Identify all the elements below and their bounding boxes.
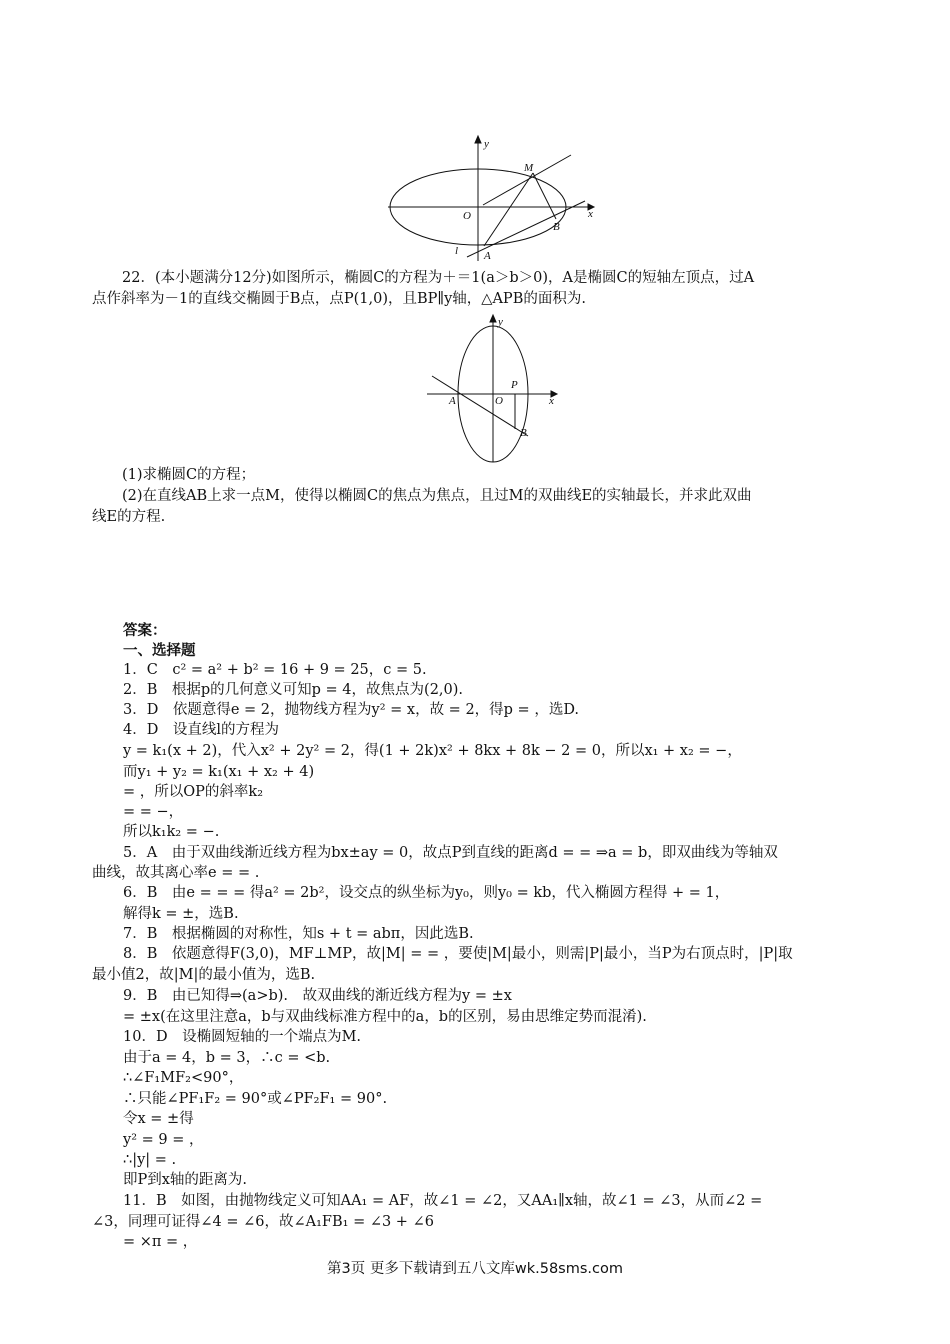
segment-mb	[533, 173, 556, 219]
answer-line: 解得k = ±，选B.	[123, 906, 239, 922]
answer-line: 5．A 由于双曲线渐近线方程为bx±ay = 0，故点P到直线的距离d = = ⇒a = b，即双曲线为等轴双	[123, 845, 778, 861]
figure-ellipse-line	[385, 133, 600, 265]
answer-line: ∴只能∠PF₁F₂ = 90°或∠PF₂F₁ = 90°.	[123, 1091, 388, 1107]
label-a: A	[484, 250, 491, 262]
answer-line: ∴∠F₁MF₂<90°，	[123, 1070, 244, 1086]
question-2-line2: 线E的方程.	[92, 509, 166, 525]
label-o: O	[495, 395, 503, 407]
label-y: y	[498, 316, 503, 328]
y-axis-arrow	[475, 136, 481, 143]
label-b: B	[520, 427, 527, 439]
answer-line: 而y₁ + y₂ = k₁(x₁ + x₂ + 4)	[123, 764, 315, 780]
answer-line: 即P到x轴的距离为.	[123, 1172, 248, 1188]
label-a: A	[449, 395, 456, 407]
problem-22-line1: 22．(本小题满分12分)如图所示，椭圆C的方程为＋＝1(a＞b＞0)，A是椭圆C的短轴左顶点，过A	[122, 270, 755, 286]
answer-line: 9．B 由已知得⇒(a>b). 故双曲线的渐近线方程为y = ±x	[123, 988, 512, 1004]
problem-22-line2: 点作斜率为－1的直线交椭圆于B点，点P(1,0)，且BP∥y轴，△APB的面积为.	[92, 291, 586, 307]
answer-line: y = k₁(x + 2)，代入x² + 2y² = 2，得(1 + 2k)x² + 8kx + 8k − 2 = 0，所以x₁ + x₂ = −，	[123, 743, 742, 759]
answer-line: 曲线，故其离心率e = = .	[92, 865, 260, 881]
answer-line: = ×π = ，	[123, 1234, 198, 1250]
segment-ma	[484, 173, 533, 246]
label-p: P	[511, 379, 518, 391]
answer-line: = ±x(在这里注意a，b与双曲线标准方程中的a，b的区别，易由思维定势而混淆).	[123, 1009, 647, 1025]
answer-line: 4．D 设直线l的方程为	[123, 722, 279, 738]
label-x: x	[588, 208, 593, 220]
label-m: M	[524, 162, 534, 174]
answer-line: = = −，	[123, 804, 184, 820]
answer-line: 1．C c² = a² + b² = 16 + 9 = 25，c = 5.	[123, 662, 427, 678]
answer-line: ∠3，同理可证得∠4 = ∠6，故∠A₁FB₁ = ∠3 + ∠6	[92, 1214, 434, 1230]
answer-line: 7．B 根据椭圆的对称性，知s + t = abπ，因此选B.	[123, 926, 474, 942]
answer-line: ∴|y| = .	[123, 1152, 177, 1168]
label-b: B	[553, 221, 560, 233]
answer-line: y² = 9 = ，	[123, 1132, 204, 1148]
label-y: y	[484, 138, 489, 150]
answer-line: 所以k₁k₂ = −.	[123, 824, 220, 840]
answer-line: = ，所以OP的斜率k₂	[123, 784, 264, 800]
answer-line: 由于a = 4，b = 3，∴c = <b.	[123, 1050, 331, 1066]
question-2-line1: (2)在直线AB上求一点M，使得以椭圆C的焦点为焦点，且过M的双曲线E的实轴最长，并求此双曲	[122, 488, 752, 504]
figure-vertical-ellipse	[424, 312, 564, 464]
answer-line: 8．B 依题意得F(3,0)，MF⊥MP，故|M| = = ，要使|M|最小，则需|P|最小，当P为右顶点时，|P|取	[123, 946, 793, 962]
answer-line: 6．B 由e = = = 得a² = 2b²，设交点的纵坐标为y₀，则y₀ = kb，代入椭圆方程得 + = 1，	[123, 885, 730, 901]
page-footer: 第3页 更多下载请到五八文库wk.58sms.com	[327, 1261, 623, 1277]
answer-line: 3．D 依题意得e = 2，抛物线方程为y² = x，故 = 2，得p = ，选D.	[123, 702, 580, 718]
answer-line: 最小值2，故|M|的最小值为，选B.	[92, 967, 316, 983]
label-l: l	[455, 245, 459, 257]
answers-heading: 答案：	[123, 622, 167, 639]
answer-line: 令x = ±得	[123, 1111, 194, 1127]
line-l	[467, 201, 585, 257]
answer-line: 2．B 根据p的几何意义可知p = 4，故焦点为(2,0).	[123, 682, 464, 698]
section-heading: 一、选择题	[123, 642, 196, 659]
answer-line: 11．B 如图，由抛物线定义可知AA₁ = AF，故∠1 = ∠2，又AA₁∥x轴，故∠1 = ∠3，从而∠2 =	[123, 1193, 763, 1209]
question-1: (1)求椭圆C的方程；	[122, 467, 256, 483]
label-x: x	[549, 395, 554, 407]
y-axis-arrow	[490, 315, 496, 322]
answer-line: 10．D 设椭圆短轴的一个端点为M.	[123, 1029, 362, 1045]
label-o: O	[463, 210, 471, 222]
